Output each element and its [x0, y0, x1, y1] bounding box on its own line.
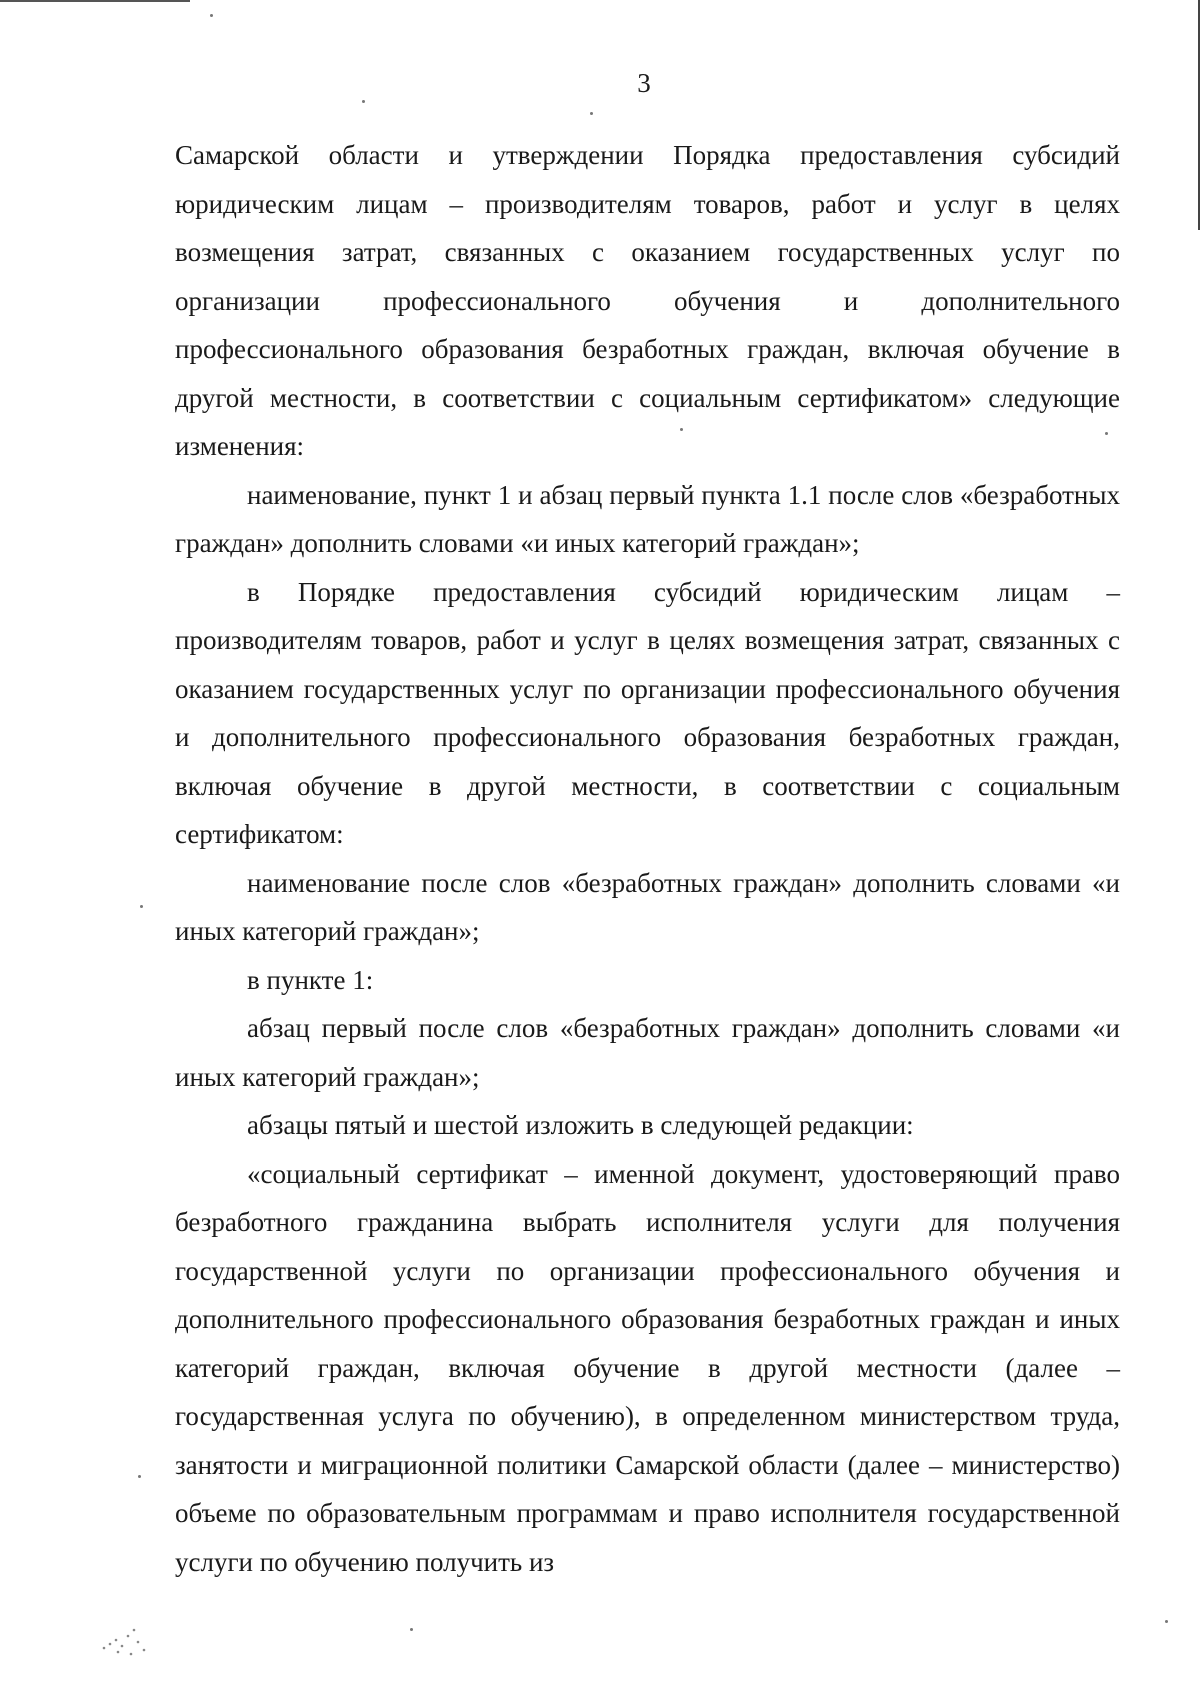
- scan-speck: [680, 428, 683, 431]
- paragraph: в Порядке предоставления субсидий юридическим лицам – производителям товаров, работ и услуг в целях возмещения затрат, связанных с оказанием государственных услуг по организации профессионального обучения и дополнительного профессионального образования безработных граждан, включая обучение в другой местности, в соответствии с социальным сертификатом:: [175, 576, 1120, 849]
- paragraph: в пункте 1:: [247, 964, 374, 995]
- page-number: 3: [637, 68, 651, 98]
- scan-speck: [1165, 1620, 1168, 1623]
- scan-speck: [590, 112, 593, 115]
- paragraph: «социальный сертификат – именной документ, удостоверяющий право безработного гражданина выбрать исполнителя услуги для получения государственной услуги по организации профессионального обучения и дополнительного профессионального образования безработных граждан и иных категорий граждан, включая обучение в другой местности (далее – государственная услуга по обучению), в определенном министерством труда, занятости и миграционной политики Самарской области (далее – министерство) объеме по образовательным программам и право исполнителя государственной услуги по обучению получить из: [175, 1158, 1120, 1577]
- scan-speck: [210, 14, 213, 17]
- scan-speck: [1105, 432, 1108, 435]
- paragraph: абзацы пятый и шестой изложить в следующей редакции:: [247, 1110, 914, 1140]
- scan-speck: [138, 1475, 141, 1478]
- document-body: [175, 131, 1120, 1586]
- scan-speck: [140, 905, 143, 908]
- scan-noise-mark: [98, 1620, 158, 1660]
- scan-edge-top: [0, 0, 190, 2]
- paragraph: наименование после слов «безработных граждан» дополнить словами «и иных категорий граждан»;: [175, 867, 1120, 946]
- paragraph: абзац первый после слов «безработных граждан» дополнить словами «и иных категорий граждан»;: [175, 1013, 1120, 1092]
- scan-speck: [410, 1628, 413, 1631]
- scan-speck: [362, 100, 365, 103]
- paragraph: Самарской области и утверждении Порядка предоставления субсидий юридическим лицам – производителям товаров, работ и услуг в целях возмещения затрат, связанных с оказанием государственных услуг по организации профессионального обучения и дополнительного профессионального образования безработных граждан, включая обучение в другой местности, в соответствии с социальным сертификатом» следующие изменения:: [175, 140, 1120, 461]
- paragraph: наименование, пункт 1 и абзац первый пункта 1.1 после слов «безработных граждан» дополнить словами «и иных категорий граждан»;: [175, 479, 1120, 558]
